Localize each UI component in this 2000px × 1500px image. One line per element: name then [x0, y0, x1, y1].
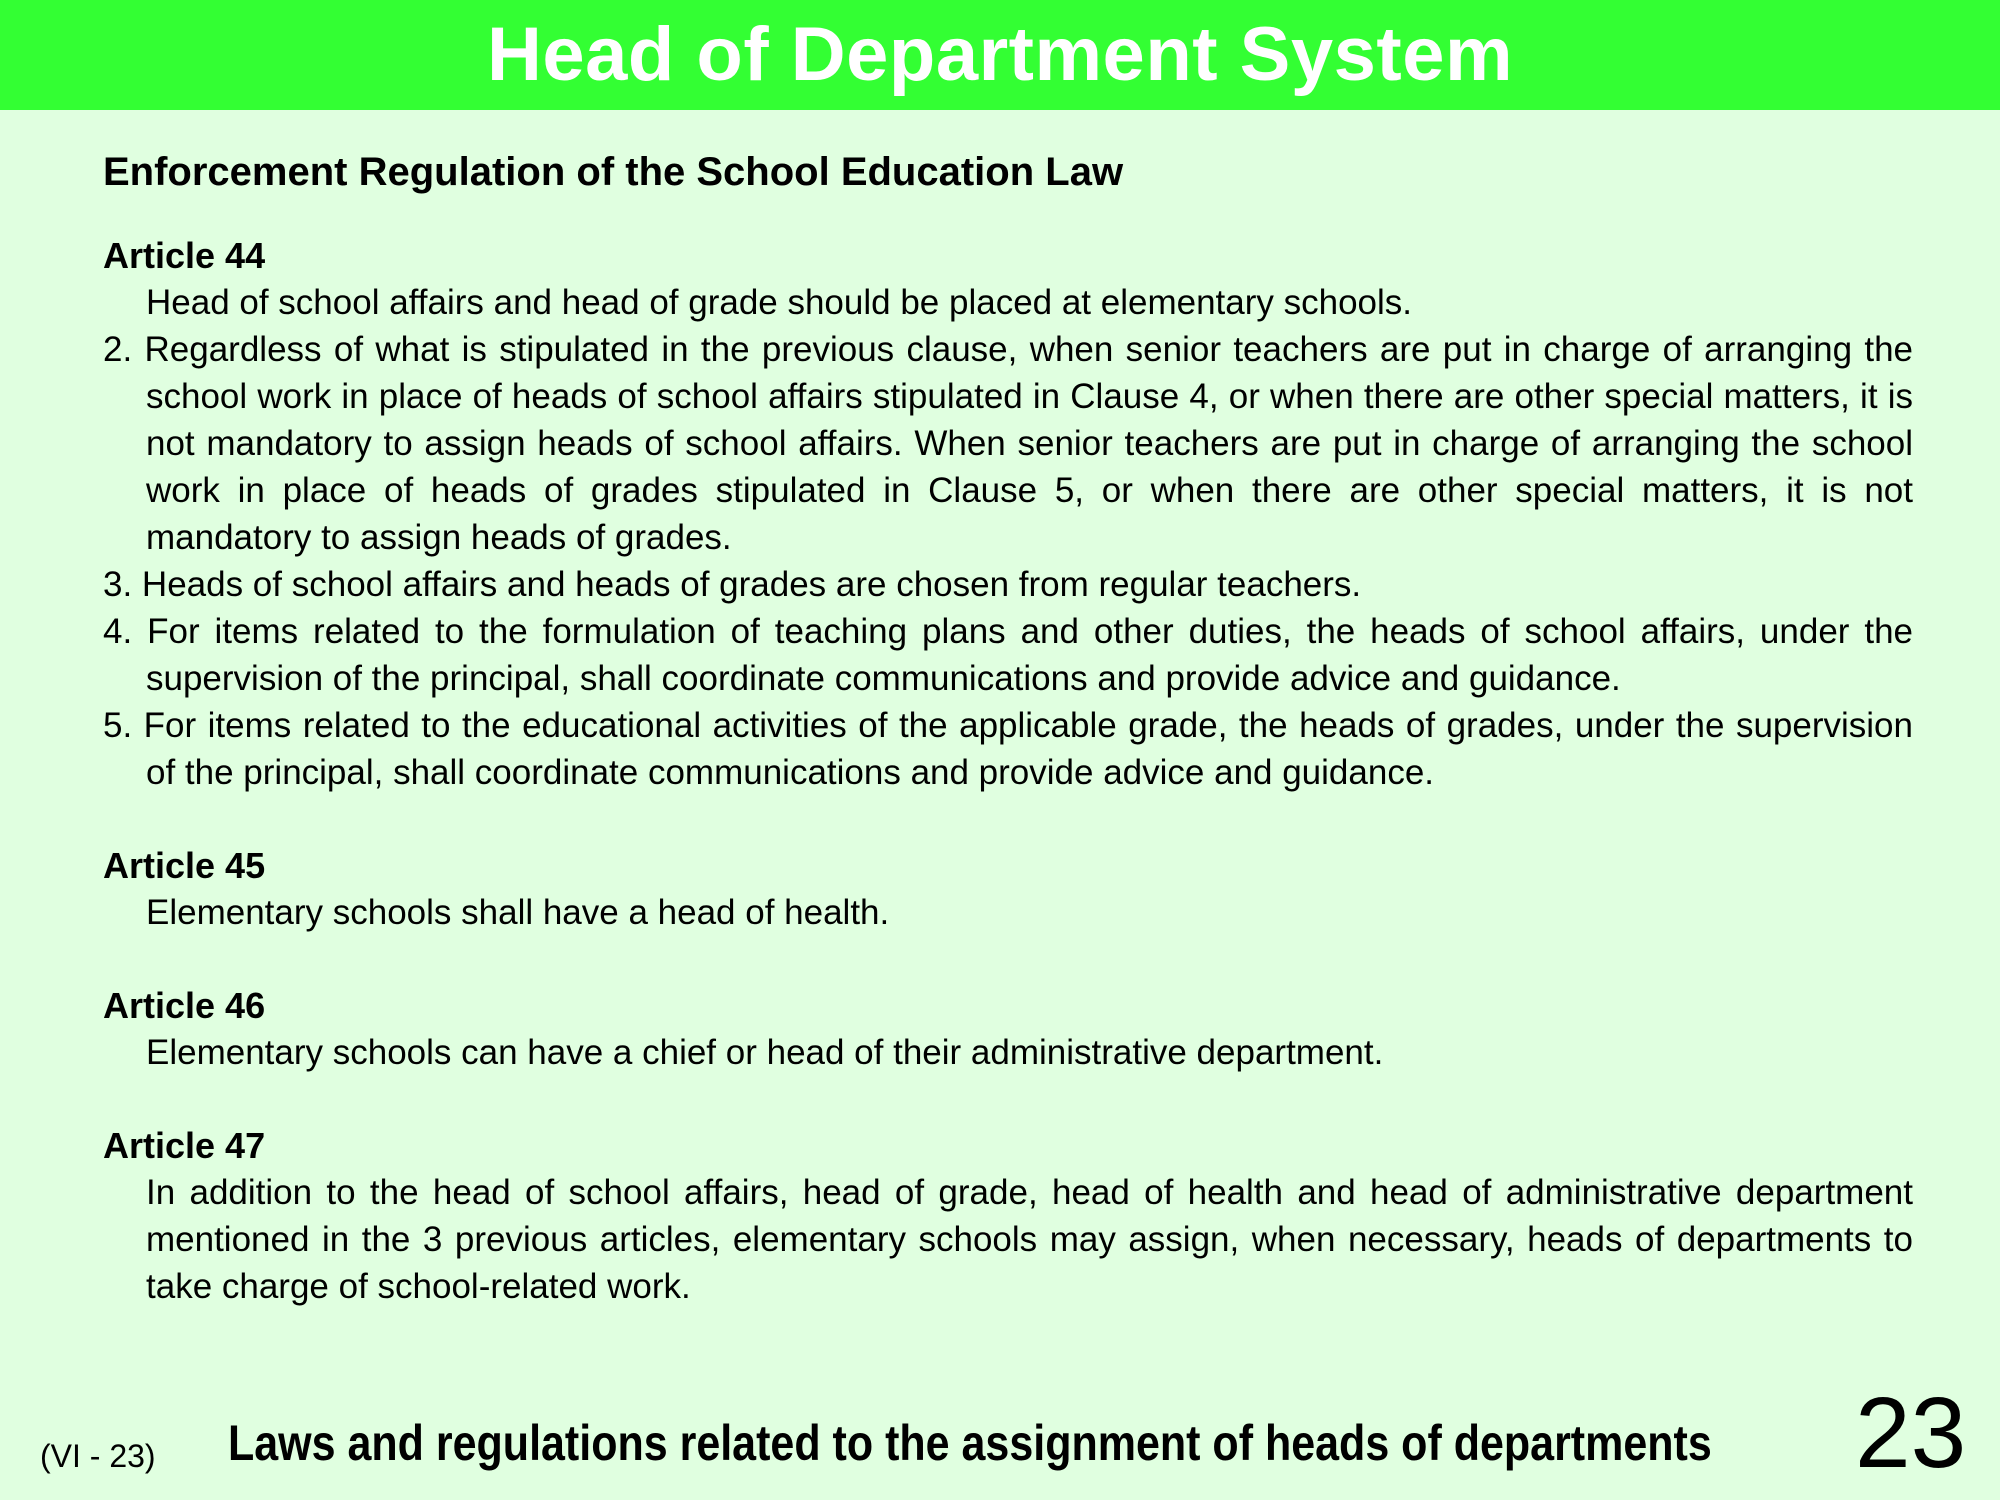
article-title: Article 47: [103, 1125, 266, 1166]
article-paragraph: Elementary schools can have a chief or head of their administrative department.: [146, 1033, 1384, 1072]
article-paragraph: In addition to the head of school affairs, head of grade, head of health and head of administrative department mentioned in the 3 previous articles, elementary schools may assign, when necessary, heads of departments to take charge of school-related work.: [146, 1173, 1913, 1306]
article-clause: 4. For items related to the formulation of teaching plans and other duties, the heads of school affairs, under the supervision of the principal, shall coordinate communications and provide advice and guidance.: [103, 612, 1913, 698]
article-title: Article 46: [103, 985, 266, 1026]
page-title: Head of Department System: [486, 12, 1514, 97]
article-paragraph: Elementary schools shall have a head of health.: [146, 893, 890, 932]
article-title: Article 44: [103, 235, 266, 276]
header-bar: [0, 0, 2000, 110]
article-45: [103, 842, 1913, 936]
page-number: 23: [1855, 1377, 1967, 1489]
document-body: [103, 140, 1913, 1356]
article-clause: 2. Regardless of what is stipulated in the previous clause, when senior teachers are put in charge of arranging the school work in place of heads of school affairs stipulated in Clause 4, or when there are other special matters, it is not mandatory to assign heads of school affairs. When senior teachers are put in charge of arranging the school work in place of heads of grades stipulated in Clause 5, or when there are other special matters, it is not mandatory to assign heads of grades.: [103, 330, 1913, 557]
article-47: [103, 1122, 1913, 1310]
article-clause: 3. Heads of school affairs and heads of grades are chosen from regular teachers.: [103, 565, 1362, 604]
article-title: Article 45: [103, 845, 266, 886]
footer-code: (VI - 23): [40, 1438, 156, 1474]
footer-caption: Laws and regulations related to the assignment of heads of departments: [228, 1415, 1712, 1471]
article-46: [103, 982, 1913, 1076]
article-paragraph: Head of school affairs and head of grade should be placed at elementary schools.: [146, 283, 1413, 322]
article-44: [103, 232, 1913, 796]
document-subtitle: Enforcement Regulation of the School Education Law: [103, 150, 1124, 194]
article-clause: 5. For items related to the educational activities of the applicable grade, the heads of grades, under the supervision of the principal, shall coordinate communications and provide advice and guidance.: [103, 706, 1913, 792]
